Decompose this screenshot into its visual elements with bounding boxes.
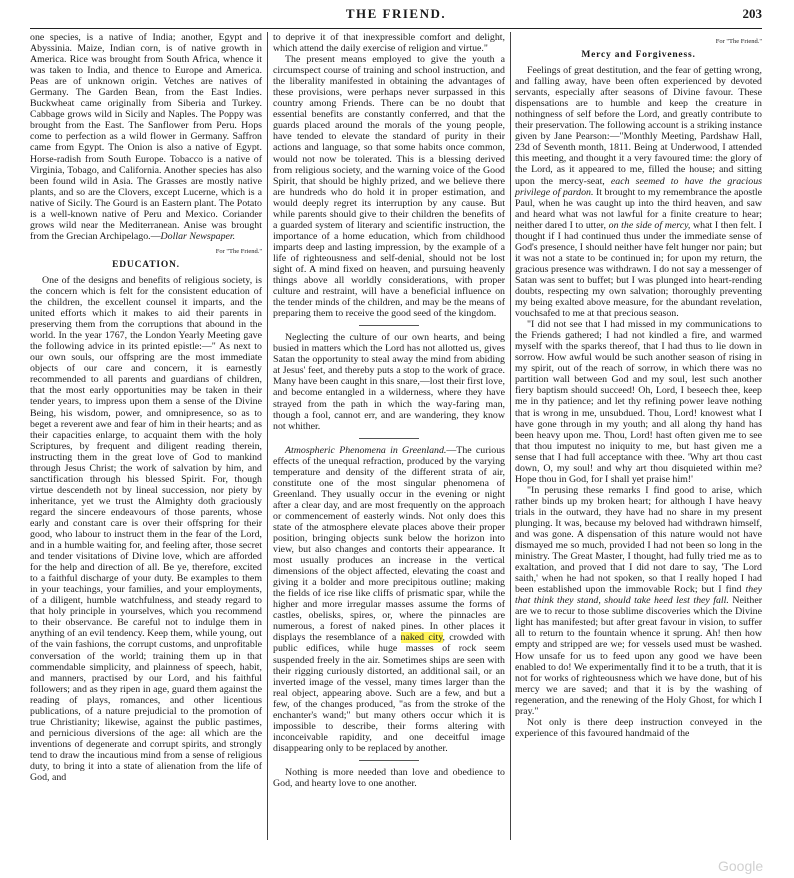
- article-paragraph: [515, 65, 762, 319]
- highlighted-text: naked city: [400, 632, 443, 644]
- column-1: [30, 32, 262, 783]
- section-separator: [359, 438, 419, 439]
- article-paragraph: Not only is there deep instruction conveyed in the experience of this favoured handmaid of the: [515, 716, 762, 739]
- paragraph-text: what I then felt. I thought if I had continued thus under the immediate sense of God's presence, I should neither have felt hunger nor pain; but it was not a state to be continued in; for upon my return, the gracious presence was withdrawn. I do not say a messenger of Satan was sent to buffet; but I was plunged into heart-rending doubts, respecting my own salvation; thoroughly preventing my being exalted above measure, for the abundant revelation, vouchsafed to me at that precious season.: [515, 219, 762, 320]
- article-paragraph: [515, 485, 762, 717]
- article-paragraph: [30, 32, 262, 242]
- paragraph-text: "In perusing these remarks I find good to arise, which rather binds up my broken heart; for although I have heavy trials in the outward, they have had no share in my present plunging. It was, because my beloved had withdrawn himself, and was gone. A dispensation of this nature would not have dismayed me so much, provided I had not been so long in the ministry. The Great Master, I thought, had fully tried me as to exaltation, and proved that I did not dare to say, 'The Lord saith,' when he had not spoken, so that I really hoped I had been established upon the immovable Rock; but I find: [515, 484, 762, 596]
- article-paragraph: Nothing is more needed than love and obedience to God, and hearty love to one another.: [273, 766, 505, 789]
- italic-text: on the side of mercy,: [608, 219, 691, 231]
- article-paragraph: "I did not see that I had missed in my communications to the Friends gathered; I had not kindled a fire, and warmed myself with the sparks thereof, that I had thus to lie down in sorrow. How awful would be such another season of rising in my spirit, out of the reach of sorrow, in which there was no partition wall between God and my soul, lest such another fiery baptism should succeed! Oh, Lord, I beseech thee, keep me in thy patience; and let thy refining power leave nothing that is wrong in me, unsubdued. Thou, Lord! knowest what I have gone through in my youth; and all along thy hand has been heavy upon me. Thou, Lord! hast often given me to see that thou imputest no iniquity to me, but hast given me a sense that I had full acceptance with thee. 'Why art thou cast down, O, my soul! and why art thou disquieted within me? Hope thou in God, for I shall yet praise him!': [515, 319, 762, 485]
- article-title: Atmospheric Phenomena in Greenland.: [285, 444, 447, 456]
- column-divider: [267, 32, 268, 840]
- italic-text: each seemed to have the gracious privilege of pardon.: [515, 175, 762, 198]
- article-paragraph: to deprive it of that inexpressible comfort and delight, which attend the daily exercise of religion and virtue.": [273, 32, 505, 55]
- source-credit: Dollar Newspaper.: [160, 230, 236, 242]
- section-separator: [359, 325, 419, 326]
- paragraph-text: Feelings of great destitution, and the fear of getting wrong, and falling away, have been often experienced by devoted servants, especially after seasons of Divine favour. These dispensations are to humble and keep the creature in nothingness of self before the Lord, and greatly contribute to their preservation. The following account is a striking instance given by Jane Pearson:—"Monthly Meeting, Pardshaw Hall, 23d of Seventh month, 1811. Being at Underwood, I attended this meeting, and thought it a very favoured time: the glory of the Lord, as it appeared to me, filled the house; and sitting upon the mercy-seat,: [515, 65, 762, 187]
- page-header: [30, 6, 762, 29]
- column-2: [273, 32, 505, 789]
- for-the-friend-note: For "The Friend.": [715, 38, 762, 45]
- paragraph-text: , crowded with public edifices, while huge masses of rock seem suspended freely in the air. Sometimes ships are seen with their rigging curiously distorted, an additional sail, or an inverted image of the vessel, many times larger than the real object, appearing above. Such are a few, and but a few, of the changes produced, "as from the stroke of the enchanter's wand;" but many others occur which it is impossible to describe, their forms altering with inconceivable rapidity, and one deceitful image disappearing only to be replaced by another.: [273, 632, 505, 754]
- paragraph-text: —The curious effects of the unequal refraction, produced by the varying temperature and density of the different strata of air, constitute one of the most singular phenomena of Greenland. They usually occur in the evening or night after a clear day, and are most frequently on the approach or commencement of easterly winds. Not only does this state of the atmosphere elevate places above their proper position, bringing objects sunk below the horizon into view, but also changes and contorts their appearance. It most usually produces an increase in the vertical dimensions of the object affected, elevating the coast and giving it a bolder and more precipitous outline; making the fields of ice rise like cliffs of prismatic spar, while the higher and more irregular masses assume the forms of castles, obelisks, spires, or, where the pinnacles are numerous, a forest of naked pines. In other places it displays the resemblance of a: [273, 444, 505, 644]
- for-the-friend-note: For "The Friend.": [215, 247, 262, 255]
- scan-watermark: Google: [718, 858, 764, 874]
- column-3: [515, 32, 762, 739]
- paragraph-text: one species, is a native of India; another, Egypt and Abyssinia. Maize, Indian corn, is of native growth in America. Rice was brought from South Africa, whence it was taken to India, and thence to Europe and America. Peas are of unknown origin. Vetches are natives of Germany. The Garden Bean, from the East Indies. Buckwheat came originally from Siberia and Turkey. Cabbage grows wild in Sicily and Naples. The Poppy was brought from the East. The Sanflower from Peru. Hops come to perfection as a wild flower in Germany. Saffron came from Egypt. The Onion is also a native of Egypt. Horse-radish from South Europe. Tobacco is a native of Virginia, Tobago, and California. Another species has also been found wild in Asia. The Grasses are mostly native plants, and so are the Clovers, except Lucerne, which is a native of Sicily. The Gourd is an Eastern plant. The Potato is a well-known native of Peru and Mexico. Coriander grows wild near the Mediterranean. Anise was brought from the Grecian Archipelago.—: [30, 32, 262, 242]
- page-number: 203: [742, 6, 762, 21]
- article-heading: Mercy and Forgiveness.: [581, 50, 696, 60]
- section-separator: [359, 760, 419, 761]
- article-paragraph: One of the designs and benefits of religious society, is the concern which is felt for the consistent education of the children, the excellent counsel it imparts, and the united efforts which it makes to aid their parents in preserving them from the corruptions that abound in the world. In the year 1767, the London Yearly Meeting gave the following advice in its printed epistle:—" As next to our own souls, our offspring are the most immediate objects of our care and concern, it is earnestly recommended to all parents and guardians of children, that the most early opportunities may be taken in their tender years, to impress upon them a sense of the Divine Being, his wisdom, power, and omnipresence, so as to beget a reverent awe and fear of him in their hearts; and as their capacities enlarge, to acquaint them with the holy Scriptures, by frequent and diligent reading therein, instructing them in the great love of God to mankind through Jesus Christ; the work of salvation by him, and sanctification through his blessed Spirit. For, though virtue descendeth not by lineal succession, nor piety by inheritance, yet we trust the Almighty doth graciously regard the sincere endeavours of those parents, whose early and constant care is over their offspring for their good, who labour to instruct them in the fear of the Lord, and in a humble waiting for, and feeling after, those secret and tender visitations of Divine love, which are afforded for the help and direction of all. Be ye, therefore, excited to a faithful discharge of your duty. Be examples to them in your teachings, your families, and your employments, of a diligent, humble watchfulness, and steady regard to that holy principle in yourselves, which you recommend to their observance. Be careful not to indulge them in anything of an evil tendency. Keep them, while young, out of the vain fashions, the corrupt customs, and unprofitable conversation of the world; training them up in that commendable simplicity, and plainness of speech, habit, and manners, practised by our Lord, and his faithful followers; and as they ripen in age, guard them against the reading of plays, romances, and other licentious publications, of a nature prejudicial to the promotion of true Christianity; likewise, against the public pastimes, and pernicious diversions of the age: all which are the inventions of degenerate and corrupt spirits, and strongly tend to draw the incautious mind from a sense of religious duty, to bring it into a state of alienation from the life of God, and: [30, 274, 262, 784]
- article-heading: EDUCATION.: [112, 259, 180, 270]
- paragraph-text: Neither are we to recur to those sublime discoveries which the Divine light has manifested; but after great favour in vision, to suffer all to return to the fountain whence it sprung. Ah! then how empty and stripped are we; for vessels used must be washed. How unsafe for us to feed upon any good we have been enabled to do! We experimentally find it to be a truth, that it is not for works of righteousness which we have done, but of his mercy we are saved; and that it is by the washing of regeneration, and the renewing of the Holy Ghost, for which I pray.": [515, 595, 762, 717]
- article-paragraph: The present means employed to give the youth a circumspect course of training and school instruction, and the liberality manifested in obtaining the advantages of these provisions, were perhaps never surpassed in this country among Friends. There can be no doubt that essential benefits are constantly conferred, and that the guards placed around the morals of the young people, have tended to elevate the standard of purity in their actions and language, so that some habits once common, would not now be tolerated. This is a blessing derived from religious society, and the warning voice of the Good Spirit, that should be highly prized, and we believe there are hundreds who do hold it in proper estimation, and would deeply regret its interruption by any cause. But while parents should give to their children the benefits of a guarded system of literary and scientific instruction, the importance of a home education, which from childhood imparts deep and lasting impression, by the example of a life of righteousness and self-denial, should not be lost sight of. A mind fixed on heaven, and pursuing heavenly things above all worldly considerations, with proper culture and restraint, will have a beneficial influence on the tender minds of the children, and may be the means of preparing them to receive the good seed of the kingdom.: [273, 54, 505, 320]
- publication-title: THE FRIEND.: [345, 6, 447, 21]
- article-paragraph: Neglecting the culture of our own hearts, and being busied in matters which the Lord has not allotted us, gives Satan the opportunity to steal away the mind from abiding at Jesus' feet, and thereby puts a stop to the work of grace. Many have been caught in this snare,—lost their first love, and become entangled in a wilderness, where they have strayed from the path in which the way-faring man, though a fool, cannot err, and are wandering, they know not whither.: [273, 332, 505, 432]
- paragraph-text: It brought to my remembrance the apostle Paul, when he was caught up into the third heaven, and saw and heard what was not lawful for a finite creature to hear; neither dared I to utter,: [515, 186, 762, 231]
- italic-text: they that think they stand, should take heed lest they fall.: [515, 584, 762, 607]
- article-paragraph: [273, 445, 505, 754]
- column-divider: [510, 32, 511, 840]
